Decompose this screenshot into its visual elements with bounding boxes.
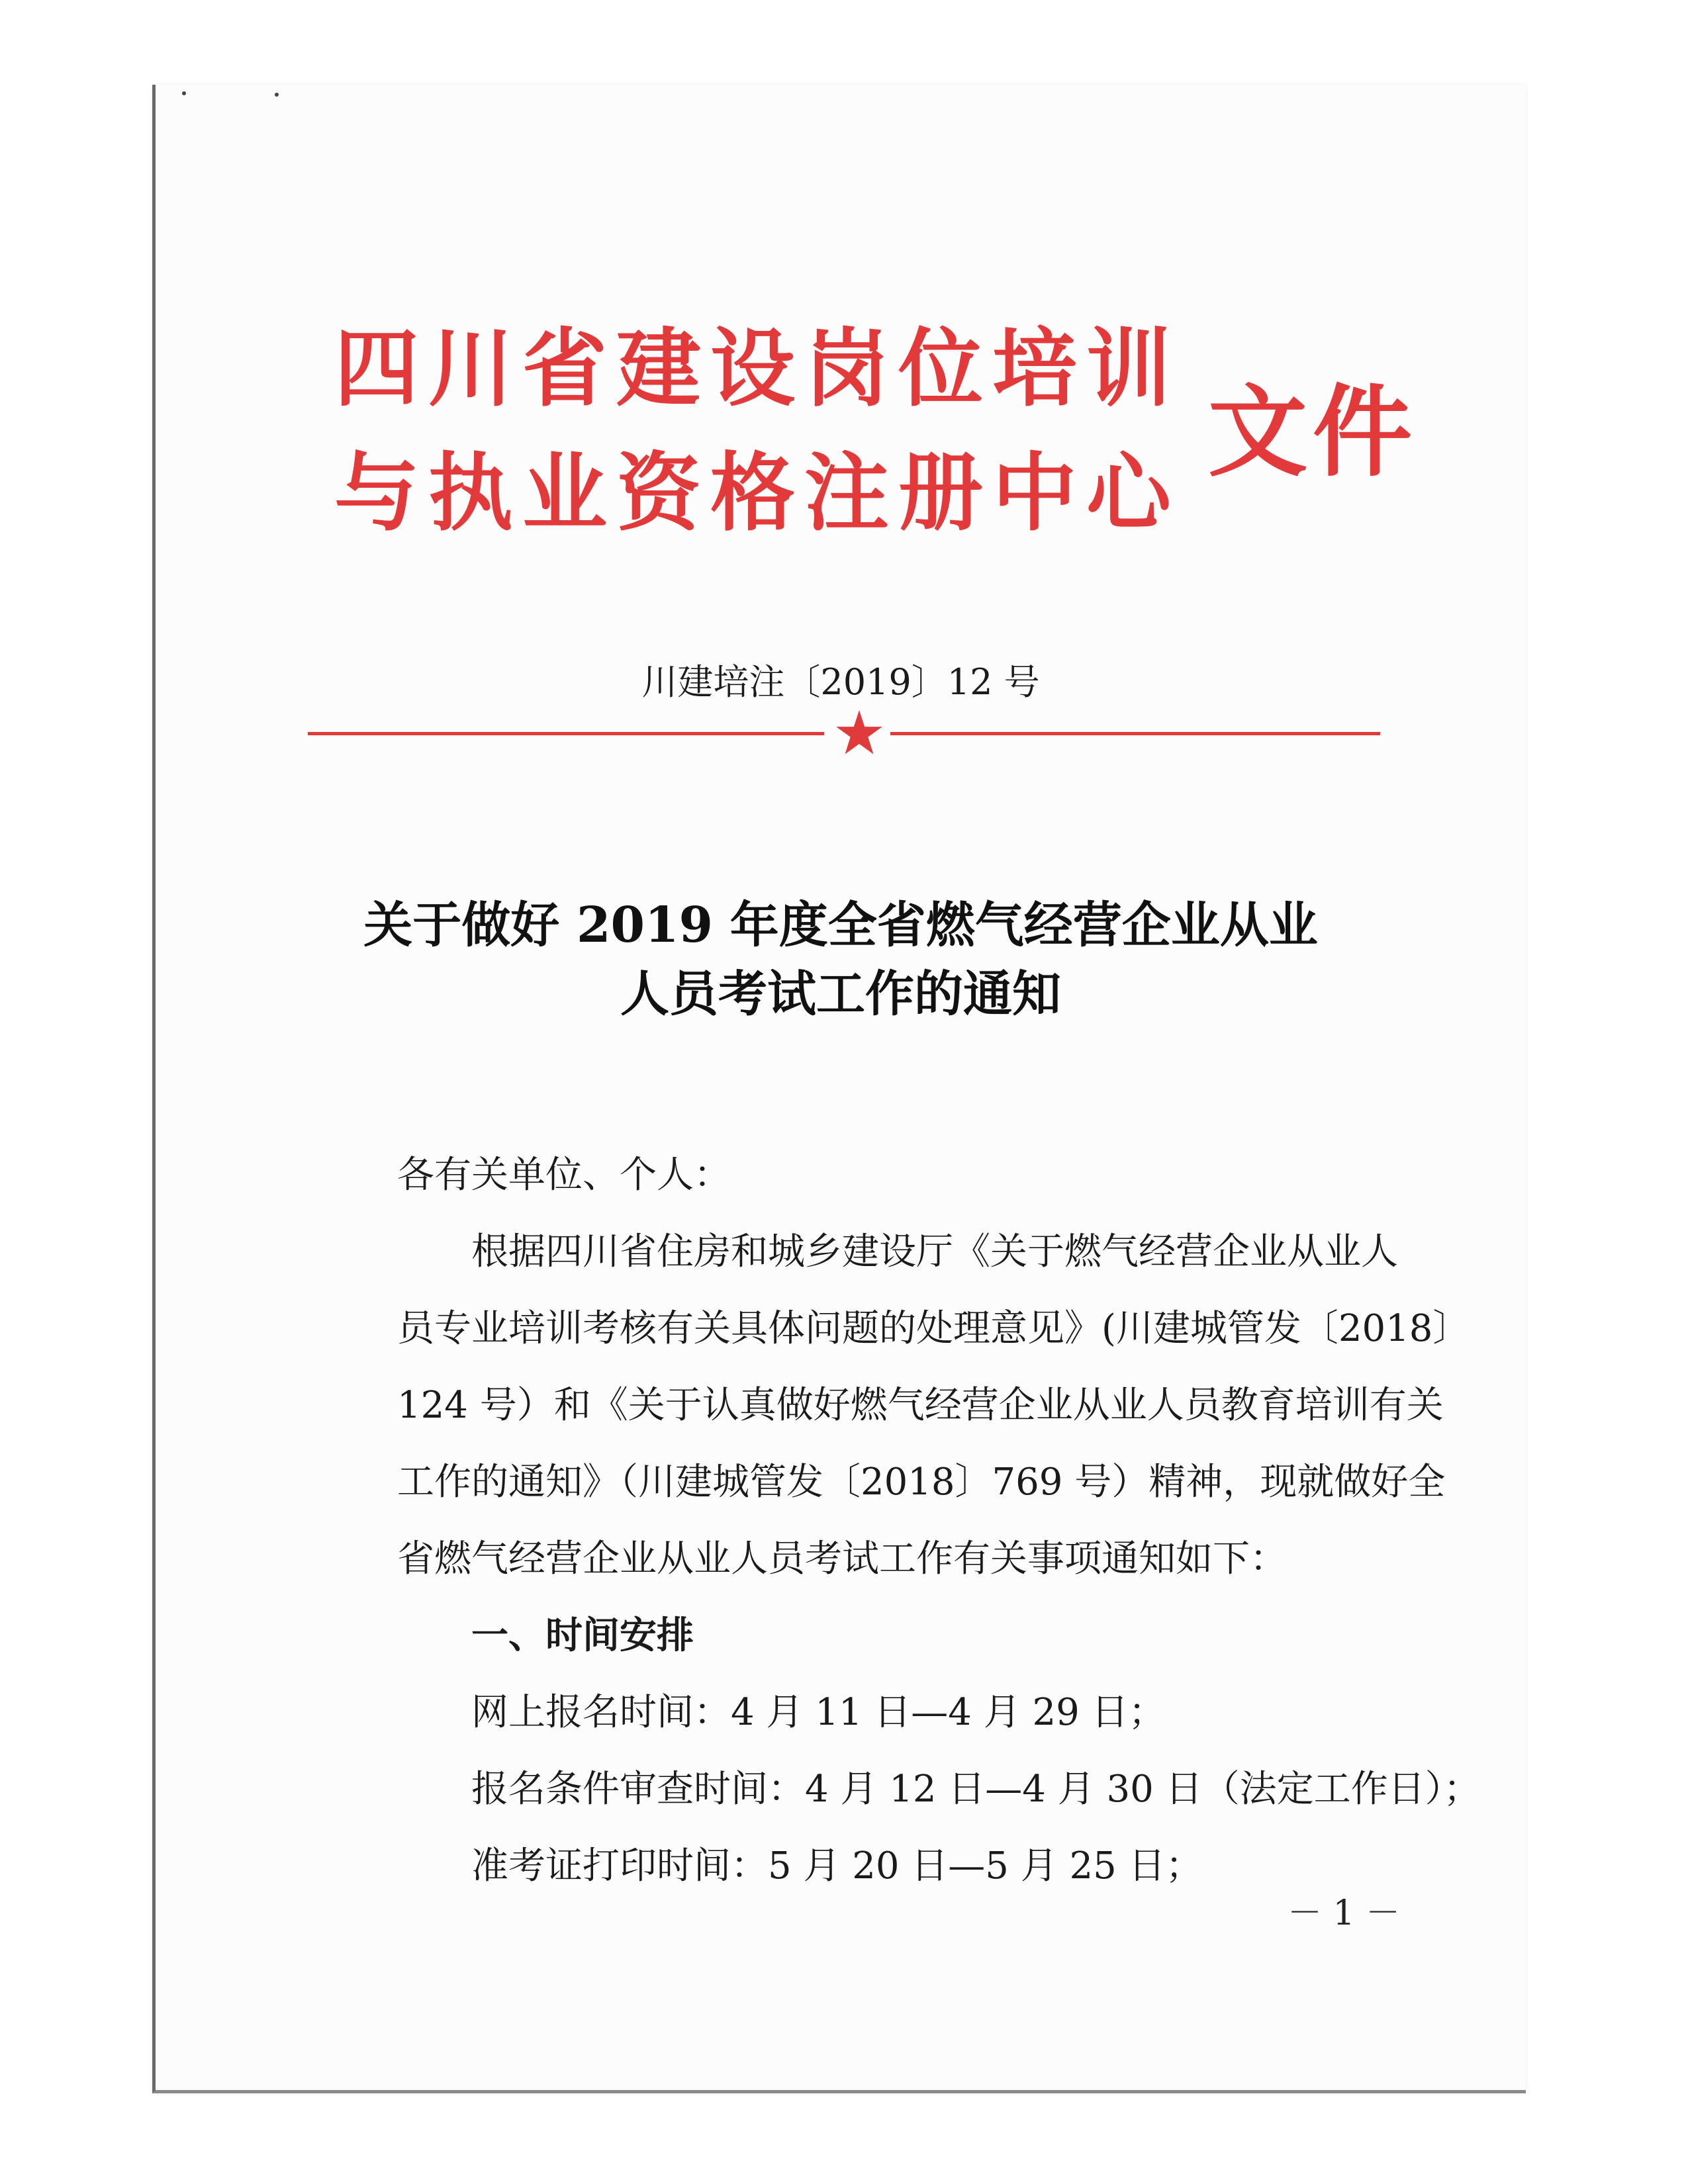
paragraph-line: 根据四川省住房和城乡建设厅《关于燃气经营企业从业人 (471, 1230, 1398, 1273)
issuer-line-1: 四川省建设岗位培训 (334, 319, 1181, 418)
schedule-item: 报名条件审查时间：4 月 12 日—4 月 30 日（法定工作日）； (471, 1768, 1481, 1811)
document-title (156, 891, 1526, 1028)
document-page (152, 85, 1526, 2093)
scan-speck (182, 91, 186, 95)
title-line-2: 人员考试工作的通知 (620, 966, 1061, 1023)
divider-line-left (308, 732, 824, 735)
paragraph-line: 省燃气经营企业从业人员考试工作有关事项通知如下： (397, 1537, 1287, 1580)
issuer-line-2: 与执业资格注册中心 (334, 443, 1181, 543)
title-line-1: 关于做好 2019 年度全省燃气经营企业从业 (363, 897, 1318, 954)
salutation: 各有关单位、个人： (397, 1154, 731, 1197)
document-number: 川建培注〔2019〕12 号 (641, 661, 1040, 703)
scan-speck (275, 93, 279, 97)
schedule-item: 网上报名时间：4 月 11 日—4 月 29 日； (471, 1691, 1166, 1734)
page-number: － 1 － (1288, 1893, 1401, 1933)
paragraph-line: 工作的通知》（川建城管发〔2018〕769 号）精神，现就做好全 (397, 1461, 1446, 1504)
header-suffix: 文件 (1208, 374, 1418, 490)
paragraph-line: 员专业培训考核有关具体问题的处理意见》(川建城管发〔2018〕 (397, 1307, 1470, 1350)
schedule-item: 准考证打印时间：5 月 20 日—5 月 25 日； (471, 1844, 1203, 1888)
section-heading: 一、时间安排 (471, 1614, 694, 1657)
red-star-icon (835, 708, 884, 757)
divider-line-right (890, 732, 1380, 735)
document-body (397, 1137, 1481, 1905)
paragraph-line: 124 号）和《关于认真做好燃气经营企业从业人员教育培训有关 (397, 1384, 1444, 1427)
issuer-header (334, 306, 1208, 555)
